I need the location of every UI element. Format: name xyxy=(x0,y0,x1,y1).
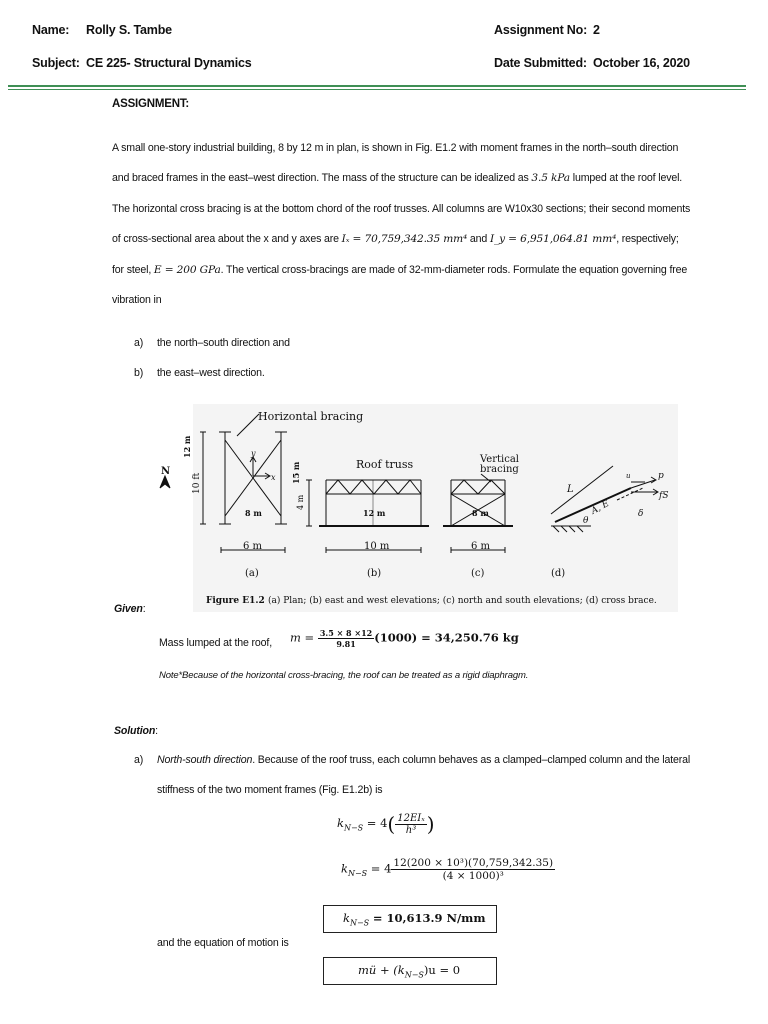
name-label: Name: xyxy=(32,23,70,37)
fig-dim-12m: 12 m xyxy=(182,435,192,458)
fig-plan-8m: 8 m xyxy=(245,508,262,518)
plan-view xyxy=(160,414,287,553)
fig-label-a: (a) xyxy=(245,568,259,579)
assignment-no-label: Assignment No: xyxy=(494,23,588,37)
fig-label-d: (d) xyxy=(551,568,566,579)
fig-dim-6m-a: 6 m xyxy=(243,541,263,552)
header-divider-thick xyxy=(8,85,746,87)
subject-value: CE 225- Structural Dynamics xyxy=(86,56,252,70)
assignment-heading: ASSIGNMENT: xyxy=(112,98,190,110)
fig-caption-label: Figure E1.2 xyxy=(206,596,265,606)
fig-brace-L: L xyxy=(567,484,574,495)
problem-line-5: for steel, E = 200 GPa. The vertical cross-bracings are made of 32-mm-diameter rods. Formulate the equation governing free xyxy=(112,264,688,276)
fig-dim-10m: 10 m xyxy=(364,541,390,552)
assignment-no-value: 2 xyxy=(593,23,600,37)
fig-caption: (a) Plan; (b) east and west elevations; (c) north and south elevations; (d) cross brace. xyxy=(268,596,657,606)
fig-elev-12m: 12 m xyxy=(363,508,386,518)
structure-diagram xyxy=(161,404,678,612)
fig-dim-6m-c: 6 m xyxy=(471,541,491,552)
item-a-text: the north–south direction and xyxy=(157,337,290,349)
fig-brace-p: p xyxy=(658,471,664,481)
fig-dim-15m: 15 m xyxy=(291,461,301,484)
fig-dim-10ft: 10 ft xyxy=(192,472,202,494)
fig-brace-fs: fS xyxy=(659,491,669,501)
stiffness-result: $k_{N-S} = 10,613.9$ N/mm xyxy=(343,911,486,928)
fig-brace-u: u xyxy=(626,472,631,480)
fig-label-c: (c) xyxy=(471,568,485,579)
item-a-marker: a) xyxy=(134,337,144,349)
fig-label-b: (b) xyxy=(367,568,382,579)
fig-brace-AE: A, E xyxy=(589,498,612,517)
fig-label-vertical: Vertical xyxy=(480,454,519,465)
stiffness-substitution: $k_{N-S} = 4$ $\frac{\text{12(200 × 10³)(70,759,342.35)}}{\text{(4 × 1000)³}}$ xyxy=(341,857,554,882)
fig-north: N xyxy=(161,466,171,477)
given-mass-equation: m = $\frac{3.5 \times 8 \times 12}{9.81}$ (1000) = 34,250.76 kg xyxy=(290,628,519,649)
name-value: Rolly S. Tambe xyxy=(86,23,172,37)
fig-dim-4m: 4 m xyxy=(296,494,305,510)
solution-a-marker: a) xyxy=(134,754,144,766)
stiffness-formula: $k_{N-S} = 4$( $\frac{\text{12EIₓ}}{\text{h³}}$ ) xyxy=(337,812,435,836)
fig-brace-delta: δ xyxy=(638,509,644,519)
header-divider-thin xyxy=(8,89,746,90)
fig-elev-8m: 8 m xyxy=(472,508,489,518)
given-mass-text: Mass lumped at the roof, xyxy=(159,637,272,649)
fig-axis-y: y xyxy=(251,449,256,458)
motion-text: and the equation of motion is xyxy=(157,937,289,949)
date-label: Date Submitted: xyxy=(494,56,587,70)
solution-a-line-2: stiffness of the two moment frames (Fig. E1.2b) is xyxy=(157,784,383,796)
item-b-text: the east–west direction. xyxy=(157,367,265,379)
fig-label-bracing: bracing xyxy=(480,464,519,475)
given-note: Note*Because of the horizontal cross-bracing, the roof can be treated as a rigid diaphragm. xyxy=(159,670,529,681)
motion-equation: mü + $(k_{N-S})u = 0$ xyxy=(358,963,461,980)
fig-label-horizontal-bracing: Horizontal bracing xyxy=(258,410,364,423)
solution-heading: Solution: xyxy=(114,725,158,737)
date-value: October 16, 2020 xyxy=(593,56,690,70)
problem-line-1: A small one-story industrial building, 8 by 12 m in plan, is shown in Fig. E1.2 with moment frames in the north–south direction xyxy=(112,142,679,154)
given-heading: Given: xyxy=(114,603,146,615)
problem-line-3: The horizontal cross bracing is at the bottom chord of the roof trusses. All columns are W10x30 sections; their second moments xyxy=(112,203,691,215)
item-b-marker: b) xyxy=(134,367,144,379)
problem-line-6: vibration in xyxy=(112,294,162,306)
subject-label: Subject: xyxy=(32,56,80,70)
problem-line-2: and braced frames in the east–west direction. The mass of the structure can be idealized as 3.5 kPa lumped at the roof level. xyxy=(112,172,683,184)
fig-axis-x: x xyxy=(271,473,276,482)
fig-brace-theta: θ xyxy=(583,516,589,526)
problem-line-4: of cross-sectional area about the x and y axes are Iₓ = 70,759,342.35 mm⁴ and I_y = 6,951,064.81 mm⁴, respectively; xyxy=(112,233,679,245)
solution-a-line-1: North-south direction. Because of the roof truss, each column behaves as a clamped–clamped column and the lateral xyxy=(157,754,691,766)
fig-label-roof-truss: Roof truss xyxy=(356,458,414,471)
